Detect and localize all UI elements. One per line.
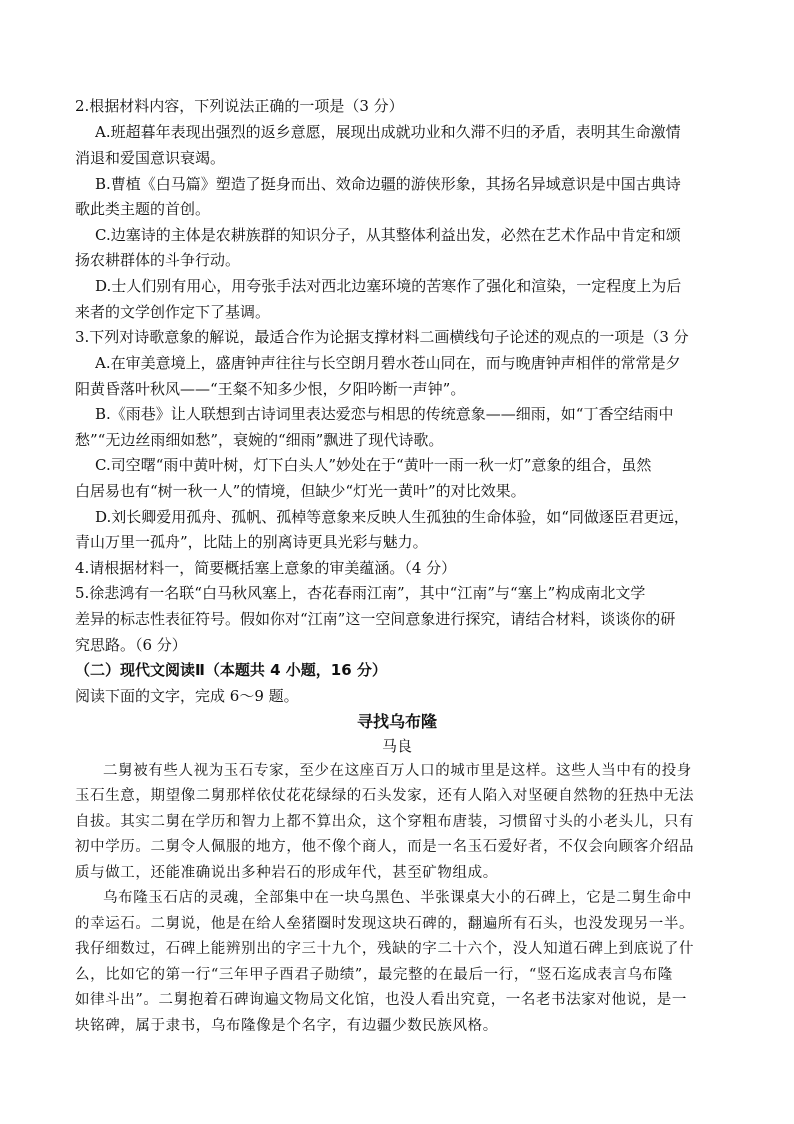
q3-option-c-line1: C.司空曙“雨中黄叶树，灯下白头人”妙处在于“黄叶一雨一秋一灯”意象的组合，虽然	[95, 456, 652, 474]
question-4: 4.请根据材料一，简要概括塞上意象的审美蕴涵。（4 分）	[75, 559, 457, 577]
paragraph-2-line3: 我仔细数过，石碑上能辨别出的字三十九个，残缺的字二十六个，没人知道石碑上到底说了什	[75, 941, 695, 957]
question-5-line3: 究思路。（6 分）	[75, 636, 187, 654]
paragraph-1-line3: 自拔。其实二舅在学历和智力上都不算出众，这个穿粗布唐装，习惯留寸头的小老头儿，只有	[75, 814, 695, 830]
paragraph-1-line4: 初中学历。二舅令人佩服的地方，他不像个商人，而是一名玉石爱好者，不仅会向顾客介绍品	[75, 839, 695, 855]
q2-option-a-line1: A.班超暮年表现出强烈的返乡意愿，展现出成就功业和久滞不归的矛盾，表明其生命激情	[95, 123, 681, 141]
q2-option-d-line2: 来者的文学创作定下了基调。	[75, 303, 271, 321]
q2-option-d-line1: D.士人们别有用心，用夸张手法对西北边塞环境的苦寒作了强化和渲染，一定程度上为后	[95, 277, 682, 295]
q2-option-c-line1: C.边塞诗的主体是农耕族群的知识分子，从其整体利益出发，必然在艺术作品中肯定和颂	[95, 226, 681, 244]
q3-option-d-line2: 青山万里一孤舟”，比陆上的别离诗更具光彩与魅力。	[75, 533, 428, 551]
paragraph-2-line6: 块铭碑，属于隶书，乌布隆像是个名字，有边疆少数民族风格。	[75, 1018, 498, 1034]
paragraph-2-line2: 的幸运石。二舅说，他是在给人垒猪圈时发现这块石碑的，翻遍所有石头，也没发现另一半。	[75, 916, 695, 932]
story-author: 马良	[381, 737, 412, 755]
q3-option-a-line1: A.在审美意境上，盛唐钟声往往与长空朗月碧水苍山同在，而与晚唐钟声相伴的常常是夕	[95, 354, 681, 372]
question-5-line2: 差异的标志性表征符号。假如你对“江南”这一空间意象进行探究，请结合材料，谈谈你的研	[75, 610, 676, 628]
q3-option-b-line1: B.《雨巷》让人联想到古诗词里表达爱恋与相思的传统意象——细雨，如“丁香空结雨中	[95, 405, 674, 423]
question-2-stem: 2.根据材料内容，下列说法正确的一项是（3 分）	[75, 97, 404, 115]
paragraph-1-line1: 二舅被有些人视为玉石专家，至少在这座百万人口的城市里是这样。这些人当中有的投身	[103, 763, 692, 779]
story-title: 寻找乌布隆	[356, 712, 437, 731]
q3-option-a-line2: 阳黄昏落叶秋风——“王粲不知多少恨，夕阳吟断一声钟”。	[75, 380, 466, 398]
q2-option-a-line2: 消退和爱国意识衰竭。	[75, 149, 226, 167]
q2-option-b-line1: B.曹植《白马篇》塑造了挺身而出、效命边疆的游侠形象，其扬名异域意识是中国古典诗	[95, 175, 681, 193]
paragraph-2-line4: 么，比如它的第一行“三年甲子酉君子勋绩”，最完整的在最后一行，“竖石迄成表言乌布隆	[75, 967, 673, 983]
q3-option-d-line1: D.刘长卿爱用孤舟、孤帆、孤棹等意象来反映人生孤独的生命体验，如“同做逐臣君更远，	[95, 508, 689, 526]
q2-option-c-line2: 扬农耕群体的斗争行动。	[75, 251, 241, 269]
paragraph-1-line2: 玉石生意，期望像二舅那样依仗花花绿绿的石头发家，还有人陷入对坚硬自然物的狂热中无法	[75, 788, 695, 804]
section-instruction: 阅读下面的文字，完成 6～9 题。	[75, 687, 299, 705]
paragraph-2-line1: 乌布隆玉石店的灵魂，全部集中在一块乌黑色、半张课桌大小的石碑上，它是二舅生命中	[103, 890, 692, 906]
question-3-stem: 3.下列对诗歌意象的解说，最适合作为论据支撑材料二画横线句子论述的观点的一项是（3 分	[75, 328, 689, 346]
paragraph-1-line5: 质与做工，还能准确说出多种岩石的形成年代，甚至矿物组成。	[75, 865, 498, 881]
paragraph-2-line5: 如律斗出”。二舅抱着石碑询遍文物局文化馆，也没人看出究竟，一名老书法家对他说，是一	[75, 992, 688, 1008]
section-heading: （二）现代文阅读Ⅱ（本题共 4 小题，16 分）	[75, 661, 387, 679]
question-5-line1: 5.徐悲鸿有一名联“白马秋风塞上，杏花春雨江南”，其中“江南”与“塞上”构成南北文学	[75, 584, 646, 602]
q3-option-c-line2: 白居易也有“树一秋一人”的情境，但缺少“灯光一黄叶”的对比效果。	[75, 482, 526, 500]
q2-option-b-line2: 歌此类主题的首创。	[75, 200, 211, 218]
q3-option-b-line2: 愁”“无边丝雨细如愁”，衰婉的“细雨”飘进了现代诗歌。	[75, 431, 444, 449]
